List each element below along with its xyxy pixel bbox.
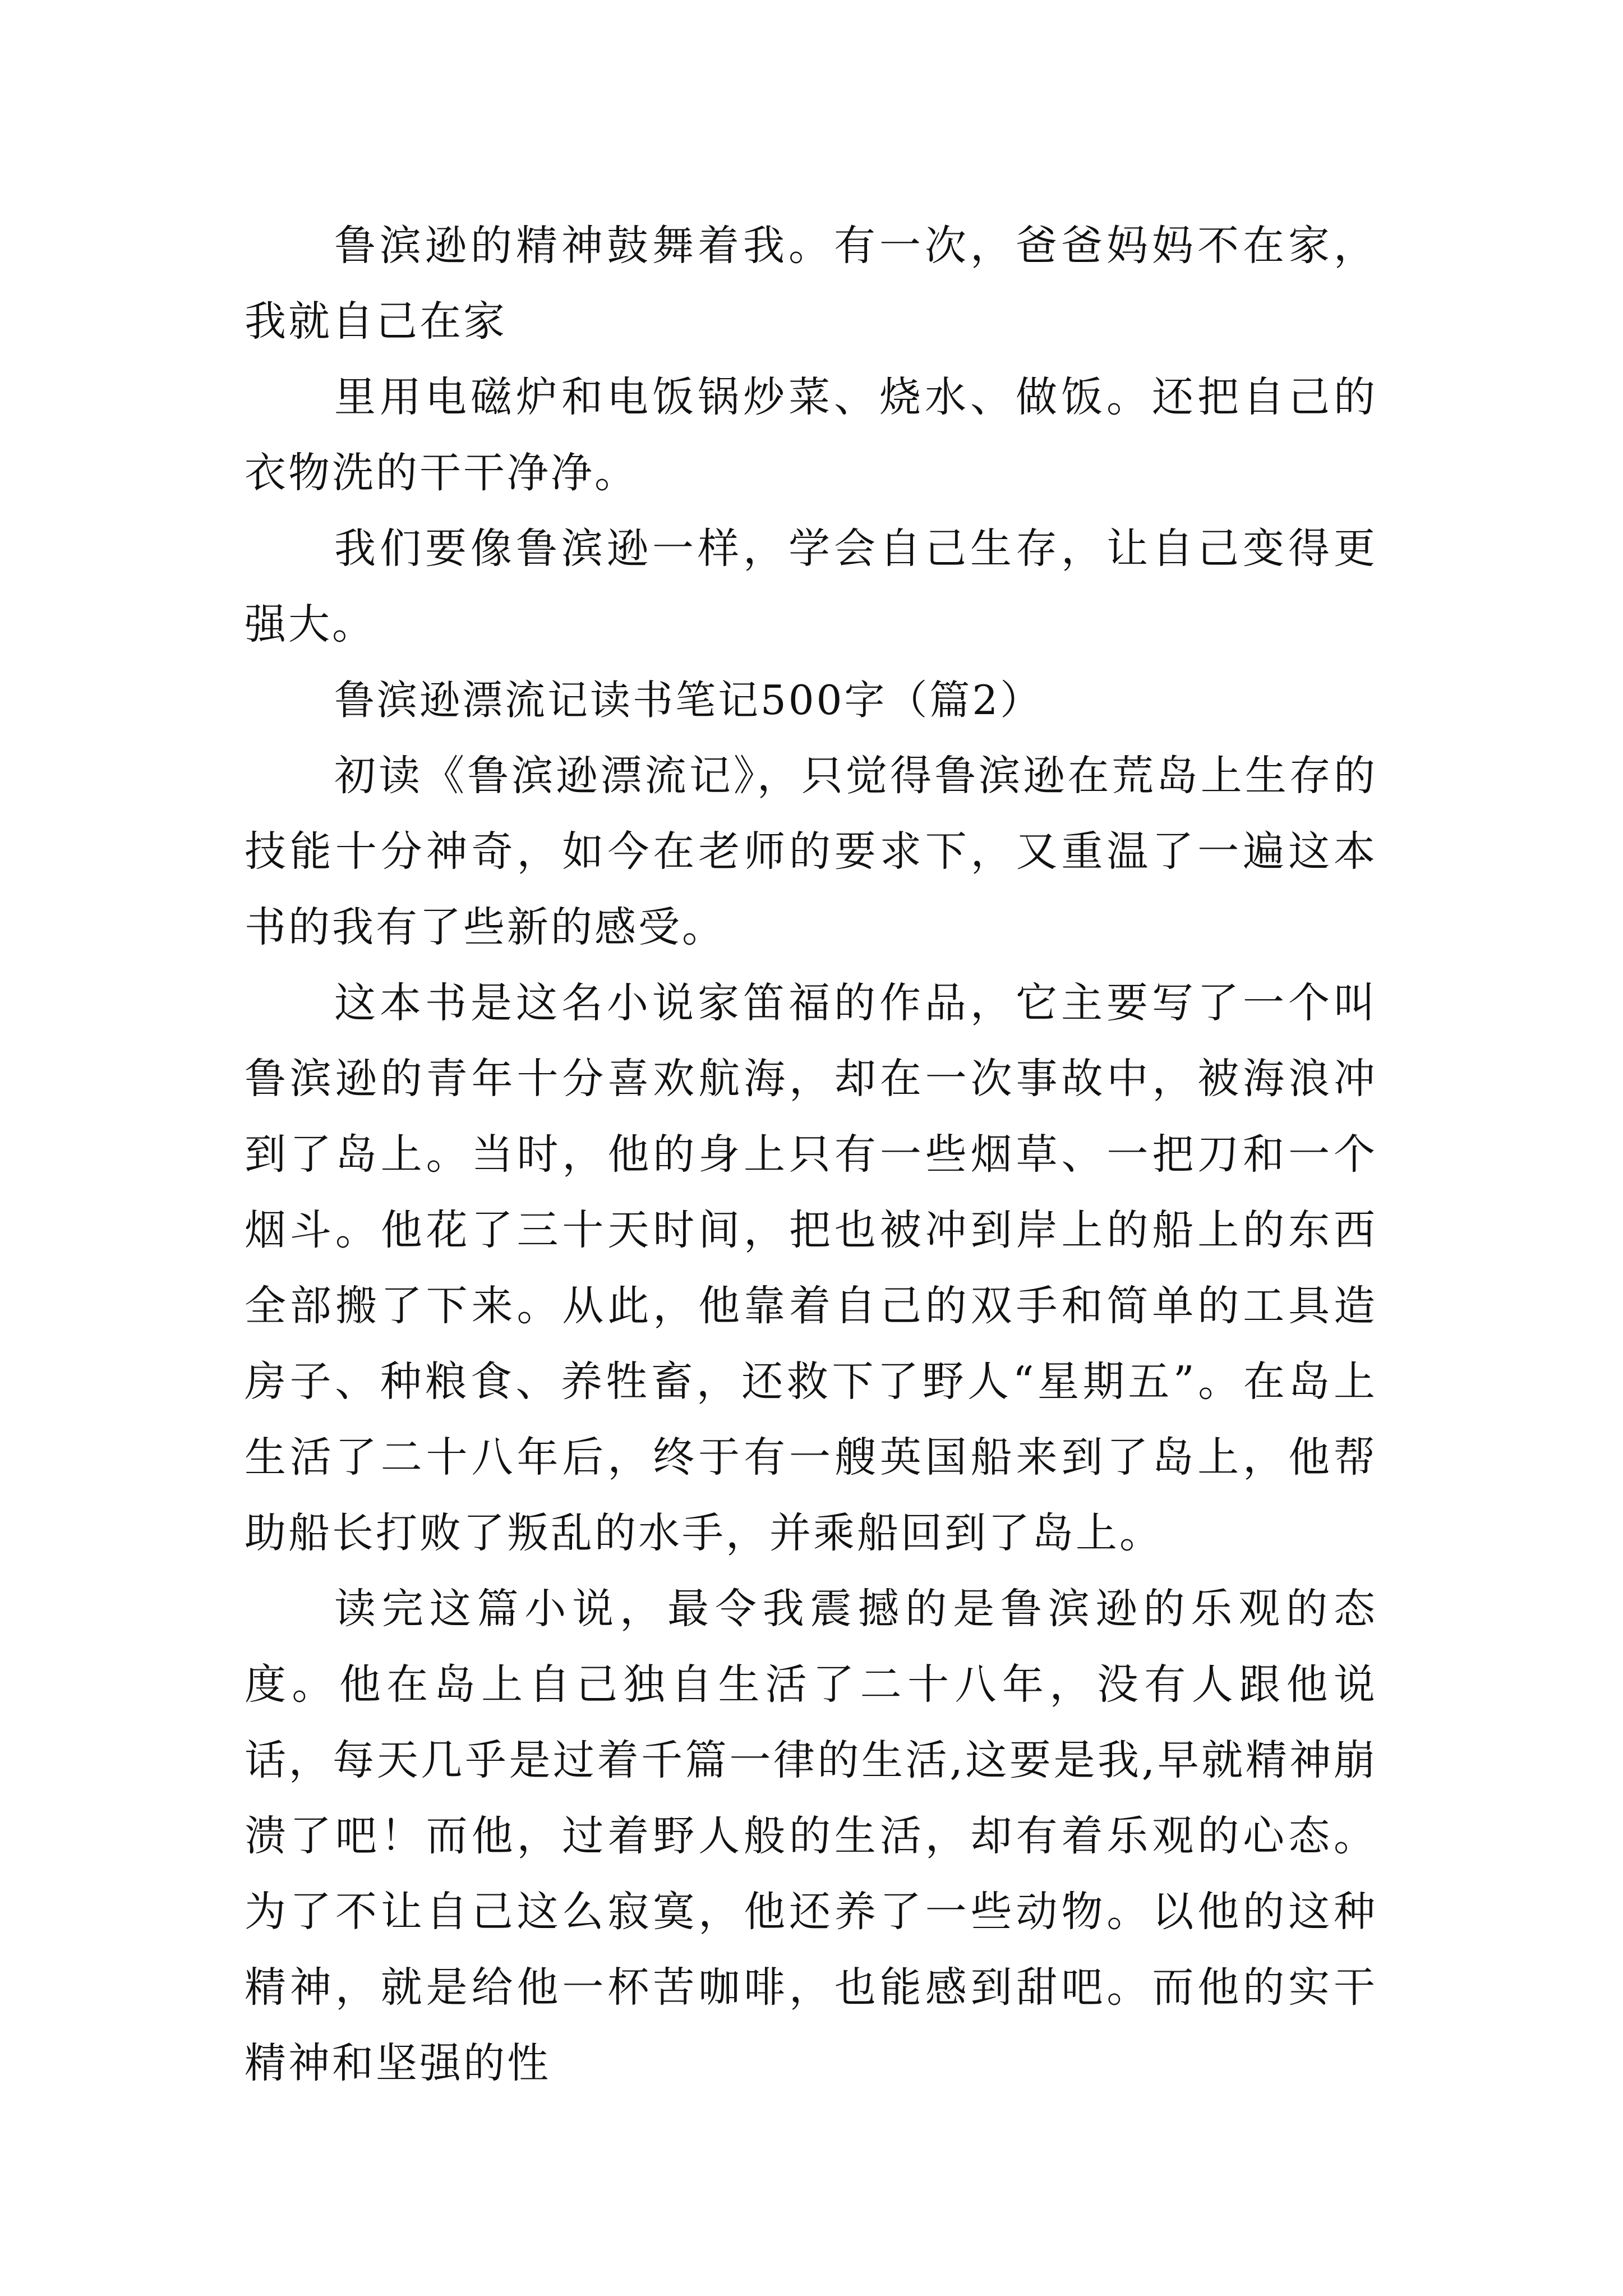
paragraph-3: 我们要像鲁滨逊一样，学会自己生存，让自己变得更强大。 xyxy=(245,524,1377,648)
paragraph-6: 读完这篇小说，最令我震撼的是鲁滨逊的乐观的态度。他在岛上自己独自生活了二十八年，没有人跟他说话，每天几乎是过着千篇一律的生活,这要是我,早就精神崩溃了吧！而他，过着野人般的生活，却有着乐观的心态。为了不让自己这么寂寞，他还养了一些动物。以他的这种精神，就是给他一杯苦咖啡，也能感到甜吧。而他的实干精神和坚强的性 xyxy=(245,1585,1377,2087)
paragraph-1: 鲁滨逊的精神鼓舞着我。有一次，爸爸妈妈不在家，我就自己在家 xyxy=(245,222,1377,346)
paragraph-2: 里用电磁炉和电饭锅炒菜、烧水、做饭。还把自己的衣物洗的干干净净。 xyxy=(245,373,1377,497)
section-heading: 鲁滨逊漂流记读书笔记500字（篇2） xyxy=(334,677,1043,724)
document-body xyxy=(245,208,1377,2101)
paragraph-4: 初读《鲁滨逊漂流记》，只觉得鲁滨逊在荒岛上生存的技能十分神奇，如今在老师的要求下，又重温了一遍这本书的我有了些新的感受。 xyxy=(245,752,1377,951)
paragraph-5: 这本书是这名小说家笛福的作品，它主要写了一个叫鲁滨逊的青年十分喜欢航海，却在一次事故中，被海浪冲到了岛上。当时，他的身上只有一些烟草、一把刀和一个烟斗。他花了三十天时间，把也被冲到岸上的船上的东西全部搬了下来。从此，他靠着自己的双手和简单的工具造房子、种粮食、养牲畜，还救下了野人“星期五”。在岛上生活了二十八年后，终于有一艘英国船来到了岛上，他帮助船长打败了叛乱的水手，并乘船回到了岛上。 xyxy=(245,979,1377,1557)
